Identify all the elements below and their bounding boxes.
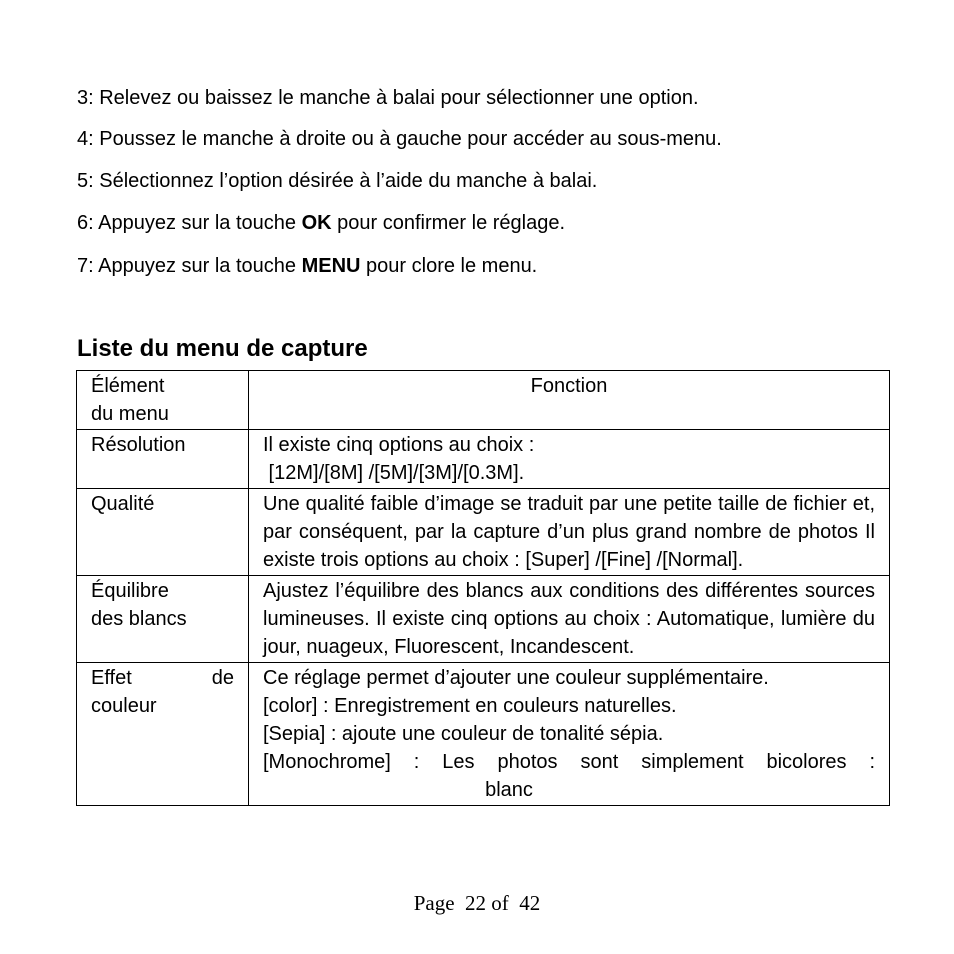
function-cell-color-effect xyxy=(249,663,890,806)
item-label-line2: couleur xyxy=(91,695,157,717)
table-row xyxy=(77,663,890,806)
step-6-text-end: pour confirmer le réglage. xyxy=(331,212,566,234)
function-line: [12M]/[8M] /[5M]/[3M]/[0.3M]. xyxy=(263,462,525,484)
table-header-row xyxy=(77,371,890,430)
table-row xyxy=(77,576,890,663)
function-line: Ce réglage permet d’ajouter une couleur supplémentaire. xyxy=(263,667,769,689)
menu-key-label: MENU xyxy=(301,255,361,277)
item-cell-resolution xyxy=(77,430,249,489)
function-text: Une qualité faible d’image se traduit par une petite taille de fichier et, par conséquent, par la capture d’un plus grand nombre de photos Il existe trois options au choix : [Super] /[Fine] /[Normal]. xyxy=(263,493,875,571)
function-line: [color] : Enregistrement en couleurs naturelles. xyxy=(263,695,677,717)
section-title: Liste du menu de capture xyxy=(77,335,368,362)
header-function-label: Fonction xyxy=(530,375,608,397)
ok-key-label: OK xyxy=(301,212,332,234)
instruction-step-4 xyxy=(77,127,722,151)
instruction-step-6 xyxy=(77,211,565,235)
item-label-line1: Effet de xyxy=(91,667,234,689)
step-7-text: 7: Appuyez sur la touche xyxy=(77,255,302,277)
header-item-line1: Élément xyxy=(91,375,165,397)
step-6-text: 6: Appuyez sur la touche xyxy=(77,212,302,234)
function-cell-white-balance xyxy=(249,576,890,663)
header-function-cell xyxy=(249,371,890,430)
function-line: [Sepia] : ajoute une couleur de tonalité sépia. xyxy=(263,723,664,745)
function-line: blanc xyxy=(485,779,533,801)
item-label-line1: Équilibre xyxy=(91,580,169,602)
function-cell-resolution xyxy=(249,430,890,489)
instruction-step-7 xyxy=(77,254,537,278)
capture-menu-table xyxy=(76,370,890,806)
item-cell-white-balance xyxy=(77,576,249,663)
step-3-text: 3: Relevez ou baissez le manche à balai pour sélectionner une option. xyxy=(77,87,699,109)
function-text: Ajustez l’équilibre des blancs aux conditions des différentes sources lumineuses. Il existe cinq options au choix : Automatique, lumière du jour, nuageux, Fluorescent, Incandescent. xyxy=(263,580,875,658)
function-line: Il existe cinq options au choix : xyxy=(263,434,535,456)
step-7-text-end: pour clore le menu. xyxy=(360,255,538,277)
step-4-text: 4: Poussez le manche à droite ou à gauche pour accéder au sous-menu. xyxy=(77,128,722,150)
function-line: [Monochrome] : Les photos sont simplement bicolores : xyxy=(263,751,875,773)
table-row xyxy=(77,430,890,489)
item-cell-color-effect xyxy=(77,663,249,806)
function-cell-quality xyxy=(249,489,890,576)
item-label-line2: des blancs xyxy=(91,608,187,630)
item-label: Qualité xyxy=(91,493,155,515)
header-item-line2: du menu xyxy=(91,403,169,425)
item-cell-quality xyxy=(77,489,249,576)
step-5-text: 5: Sélectionnez l’option désirée à l’aide du manche à balai. xyxy=(77,170,598,192)
instruction-step-5 xyxy=(77,169,597,193)
table-row xyxy=(77,489,890,576)
item-label: Résolution xyxy=(91,434,186,456)
page-number: Page 22 of 42 xyxy=(413,891,541,915)
header-item-cell xyxy=(77,371,249,430)
instruction-step-3 xyxy=(77,86,699,110)
